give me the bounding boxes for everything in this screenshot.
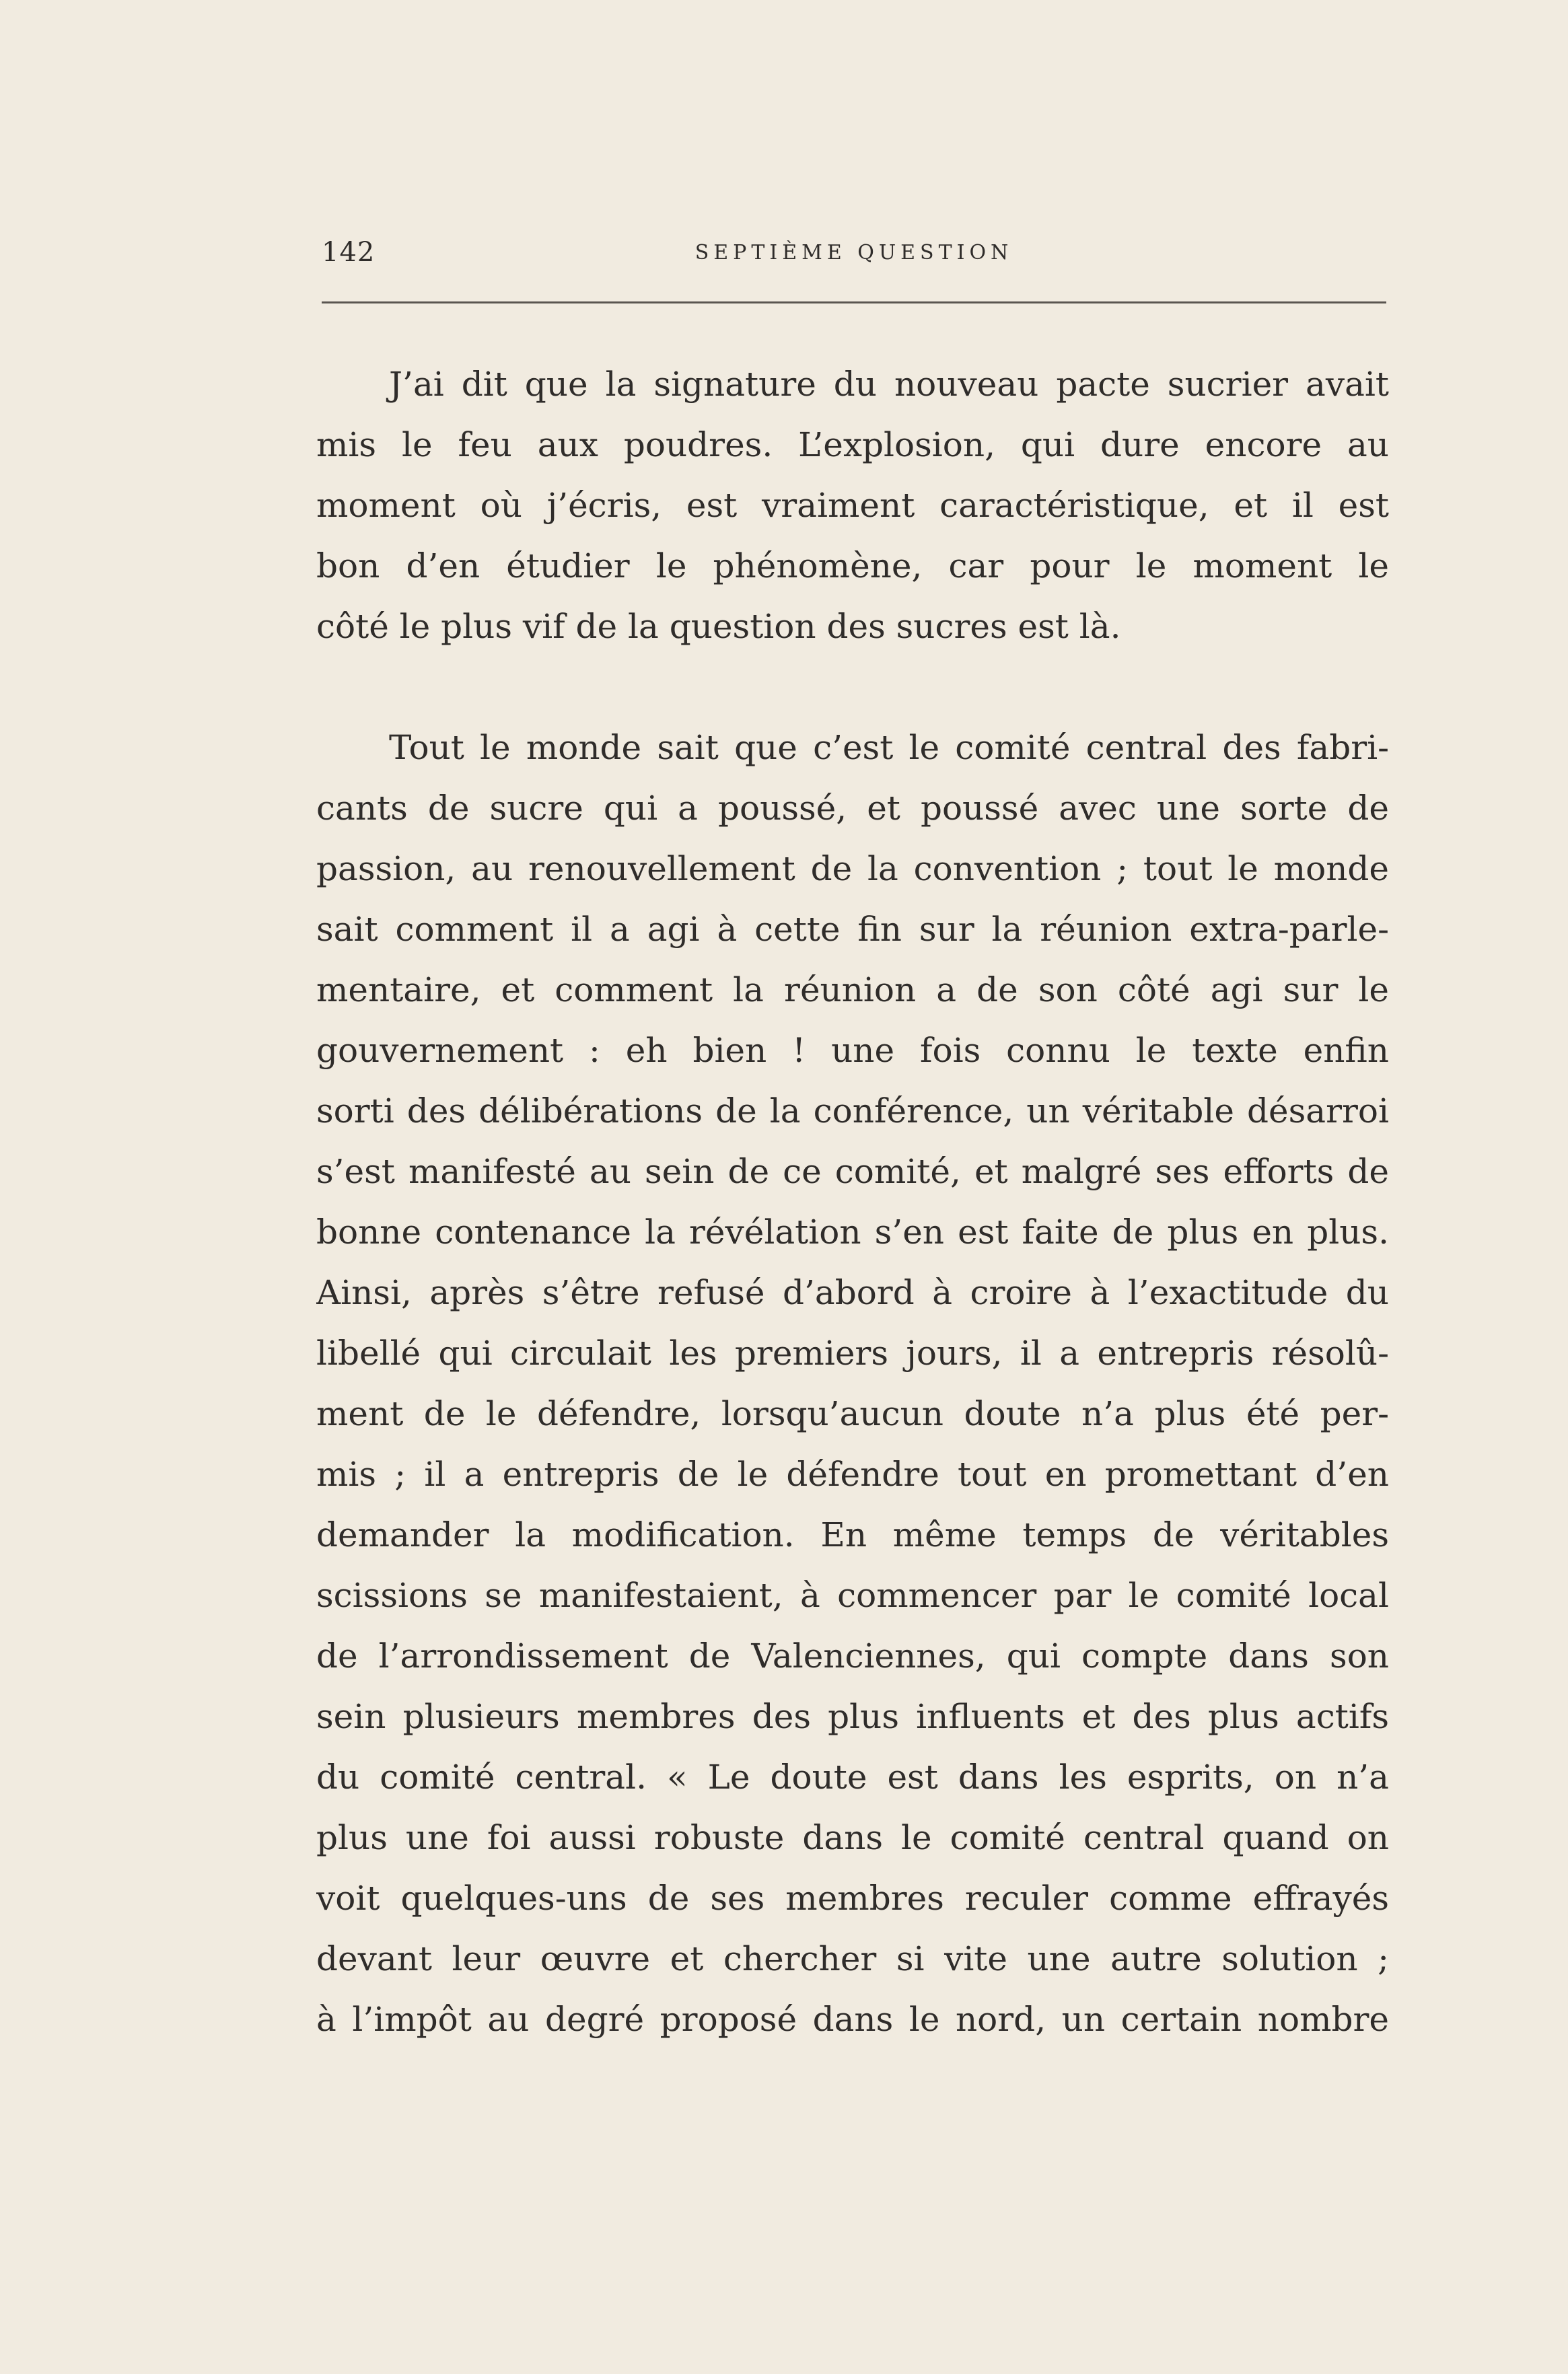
text-line: cants de sucre qui a poussé, et poussé avec une sorte de	[316, 789, 1389, 828]
text-line: mis le feu aux poudres. L’explosion, qui dure encore au	[316, 425, 1389, 464]
text-line: mentaire, et comment la réunion a de son côté agi sur le	[316, 970, 1389, 1009]
page-number: 142	[322, 237, 376, 268]
text-line: gouvernement : eh bien ! une fois connu le texte enfin	[316, 1031, 1389, 1070]
text-line: bonne contenance la révélation s’en est faite de plus en plus.	[316, 1213, 1389, 1252]
text-line: demander la modification. En même temps de véritables	[316, 1515, 1389, 1554]
text-line: côté le plus vif de la question des sucres est là.	[316, 607, 1121, 646]
text-line: moment où j’écris, est vraiment caractéristique, et il est	[316, 486, 1389, 525]
text-line: bon d’en étudier le phénomène, car pour le moment le	[316, 546, 1389, 585]
paragraph-2	[316, 717, 1389, 2050]
text-line: libellé qui circulait les premiers jours, il a entrepris résolû-	[316, 1334, 1389, 1373]
text-line: scissions se manifestaient, à commencer par le comité local	[316, 1576, 1389, 1615]
text-line: de l’arrondissement de Valenciennes, qui compte dans son	[316, 1636, 1389, 1676]
text-line: s’est manifesté au sein de ce comité, et malgré ses efforts de	[316, 1152, 1389, 1191]
text-line: à l’impôt au degré proposé dans le nord, un certain nombre	[316, 2000, 1389, 2039]
paragraph-1	[316, 354, 1389, 657]
page-header	[322, 237, 1386, 277]
text-line: mis ; il a entrepris de le défendre tout en promettant d’en	[316, 1455, 1389, 1494]
text-line: sein plusieurs membres des plus influents et des plus actifs	[316, 1697, 1389, 1736]
text-line: Tout le monde sait que c’est le comité central des fabri-	[389, 728, 1389, 767]
text-line: Ainsi, après s’être refusé d’abord à croire à l’exactitude du	[316, 1273, 1389, 1312]
text-line: J’ai dit que la signature du nouveau pacte sucrier avait	[389, 365, 1389, 404]
header-rule	[322, 301, 1386, 303]
running-head: SEPTIÈME QUESTION	[694, 241, 1013, 264]
text-line: devant leur œuvre et chercher si vite une autre solution ;	[316, 1939, 1389, 1978]
text-line: voit quelques-uns de ses membres reculer comme effrayés	[316, 1879, 1389, 1918]
text-line: sait comment il a agi à cette fin sur la réunion extra-parle-	[316, 910, 1389, 949]
text-line: plus une foi aussi robuste dans le comité central quand on	[316, 1818, 1389, 1857]
text-line: sorti des délibérations de la conférence, un véritable désarroi	[316, 1091, 1389, 1130]
text-line: ment de le défendre, lorsqu’aucun doute n’a plus été per-	[316, 1394, 1389, 1433]
text-line: du comité central. « Le doute est dans les esprits, on n’a	[316, 1758, 1389, 1797]
text-line: passion, au renouvellement de la convention ; tout le monde	[316, 849, 1389, 888]
